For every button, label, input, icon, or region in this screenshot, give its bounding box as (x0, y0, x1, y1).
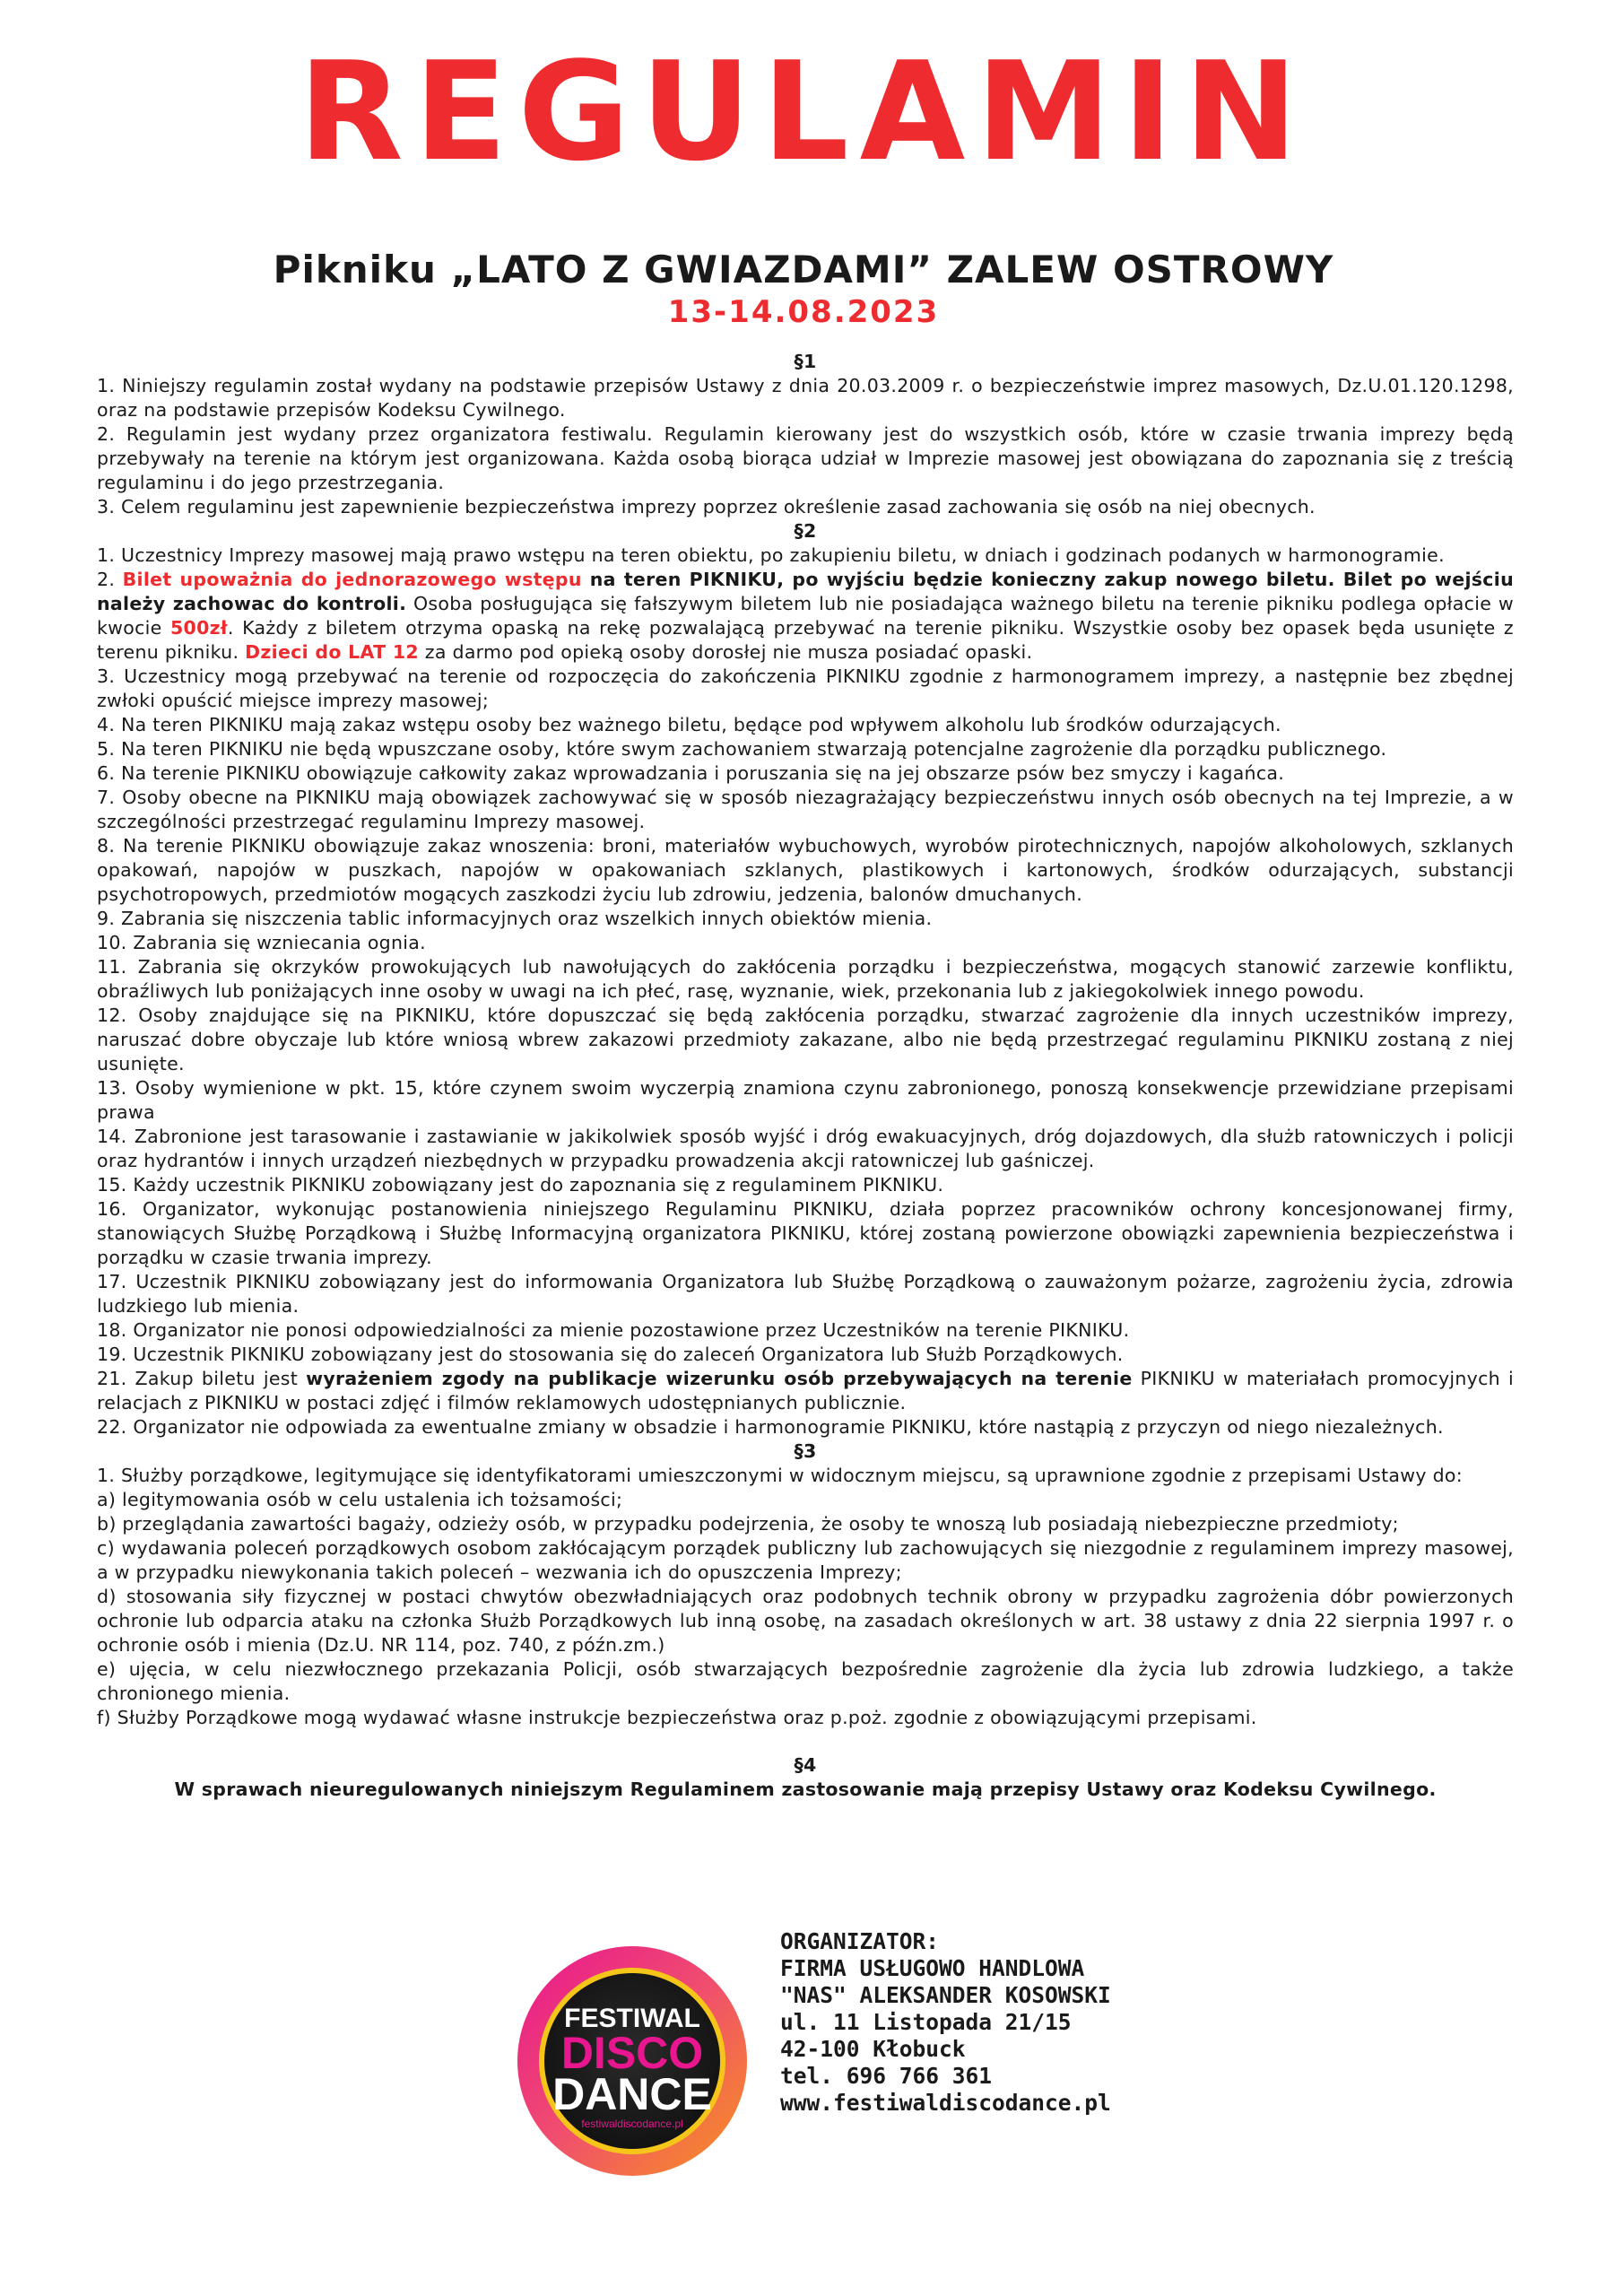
organizer-block (780, 1928, 1282, 2117)
festiwal-disco-dance-logo (516, 1944, 749, 2178)
logo-line-1: FESTIWAL (564, 2004, 700, 2033)
section-2-point-17: 17. Uczestnik PIKNIKU zobowiązany jest do informowania Organizatora lub Służbę Porządkową o zauważonym pożarze, zagrożeniu życia, zdrowia ludzkiego lub mienia. (97, 1271, 1514, 1317)
section-2-point-13: 13. Osoby wymienione w pkt. 15, które czynem swoim wyczerpią znamiona czynu zabronionego, ponoszą konsekwencje przewidziane przepisami prawa (97, 1077, 1514, 1123)
fine-amount: 500zł (169, 617, 228, 639)
section-3-heading: §3 (794, 1440, 817, 1462)
organizer-website: www.festiwaldiscodance.pl (780, 2090, 1111, 2116)
section-2-point-21 (97, 1367, 1514, 1415)
section-2-point-1: 1. Uczestnicy Imprezy masowej mają prawo wstępu na teren obiektu, po zakupieniu biletu, w dniach i godzinach podanych w harmonogramie. (97, 544, 1445, 566)
section-1-point-1: 1. Niniejszy regulamin został wydany na podstawie przepisów Ustawy z dnia 20.03.2009 r. o bezpieczeństwie imprez masowych, Dz.U.01.120.1298, oraz na podstawie przepisów Kodeksu Cywilnego. (97, 375, 1514, 421)
section-2-point-6: 6. Na terenie PIKNIKU obowiązuje całkowity zakaz wprowadzania i poruszania się na jej obszarze psów bez smyczy i kagańca. (97, 762, 1285, 784)
page-title: REGULAMIN (298, 32, 1309, 191)
section-3-item-e: e) ujęcia, w celu niezwłocznego przekazania Policji, osób stwarzających bezpośrednie zagrożenie dla życia lub zdrowia ludzkiego, a także chronionego mienia. (97, 1658, 1514, 1704)
section-2-point-16: 16. Organizator, wykonując postanowienia niniejszego Regulaminu PIKNIKU, działa poprzez pracowników ochrony koncesjonowanej firmy, stanowiących Służbę Porządkową i Służbę Informacyjną organizatora PIKNIKU, której zostaną powierzone obowiązki zapewnienia bezpieczeństwa i porządku w czasie trwania imprezy. (97, 1198, 1514, 1268)
ticket-reentry-notice: na teren PIKNIKU, po wyjściu będzie konieczny zakup nowego biletu. Bilet po wejściu należy zachowac do kontroli. (97, 569, 1514, 614)
point-21-start: 21. Zakup biletu jest (97, 1368, 307, 1389)
logo-line-2: DISCO (560, 2028, 704, 2078)
children-text: za darmo pod opieką osoby dorosłej nie musza posiadać opaski. (418, 641, 1033, 663)
section-1-heading: §1 (794, 351, 817, 372)
section-2-point-12: 12. Osoby znajdujące się na PIKNIKU, które dopuszczać się będą zakłócenia porządku, stwarzać zagrożenie dla innych uczestników imprezy, naruszać dobre obyczaje lub które wniosą wbrew zakazowi przedmioty zakazane, albo nie będą przestrzegać regulaminu PIKNIKU zostaną z niej usunięte. (97, 1004, 1514, 1074)
point-21-end: PIKNIKU w materiałach promocyjnych i relacjach z PIKNIKU w postaci zdjęć i filmów reklamowych udostępnianych publicznie. (97, 1368, 1514, 1413)
event-subtitle: Pikniku „LATO Z GWIAZDAMI” ZALEW OSTROWY (273, 248, 1334, 291)
spacer (97, 1730, 1514, 1753)
logo-line-3: DANCE (552, 2069, 712, 2119)
section-2-heading: §2 (794, 520, 817, 542)
event-date: 13-14.08.2023 (667, 294, 940, 330)
organizer-city: 42-100 Kłobuck (780, 2036, 966, 2062)
section-2-point-22: 22. Organizator nie odpowiada za ewentualne zmiany w obsadzie i harmonogramie PIKNIKU, które nastąpią z przyczyn od niego niezależnych. (97, 1416, 1444, 1438)
organizer-street: ul. 11 Listopada 21/15 (780, 2009, 1072, 2035)
section-3-point-1: 1. Służby porządkowe, legitymujące się identyfikatorami umieszczonymi w widocznym miejscu, są uprawnione zgodnie z przepisami Ustawy do: (97, 1465, 1463, 1486)
section-2-point-10: 10. Zabrania się wzniecania ognia. (97, 932, 426, 953)
section-2-point-4: 4. Na teren PIKNIKU mają zakaz wstępu osoby bez ważnego biletu, będące pod wpływem alkoholu lub środków odurzających. (97, 714, 1281, 735)
section-3-item-c: c) wydawania poleceń porządkowych osobom zakłócającym porządek publiczny lub zachowujących się niezgodnie z regulaminem imprezy masowej, a w przypadku niewykonania takich poleceń – wezwania ich do opuszczenia Imprezy; (97, 1537, 1514, 1583)
section-3-item-d: d) stosowania siły fizycznej w postaci chwytów obezwładniających oraz podobnych technik obrony w przypadku zagrożenia dóbr powierzonych ochronie lub odparcia ataku na członka Służb Porządkowych lub inną osobę, na zasadach określonych w art. 38 ustawy z dnia 22 sierpnia 1997 r. o ochronie osób i mienia (Dz.U. NR 114, poz. 740, z późn.zm.) (97, 1586, 1514, 1656)
section-3-item-a: a) legitymowania osób w celu ustalenia ich tożsamości; (97, 1489, 623, 1510)
section-3-item-b: b) przeglądania zawartości bagaży, odzieży osób, w przypadku podejrzenia, że osoby te wnoszą lub posiadają niebezpieczne przedmioty; (97, 1513, 1399, 1535)
logo-url: festiwaldiscodance.pl (581, 2118, 683, 2130)
wristband-text: . Każdy z biletem otrzyma opaską na rekę pozwalającą przebywać na terenie pikniku. Wszystkie osoby bez opasek będa usunięte z terenu pikniku. (97, 617, 1514, 663)
section-2-point-15: 15. Każdy uczestnik PIKNIKU zobowiązany jest do zapoznania się z regulaminem PIKNIKU. (97, 1174, 944, 1196)
regulations-body (97, 350, 1514, 1802)
ticket-single-entry-notice: Bilet upoważnia do jednorazowego wstępu (122, 569, 582, 590)
section-2-point-9: 9. Zabrania się niszczenia tablic informacyjnych oraz wszelkich innych obiektów mienia. (97, 908, 933, 929)
point-number: 2. (97, 569, 123, 590)
section-2-point-19: 19. Uczestnik PIKNIKU zobowiązany jest do stosowania się do zaleceń Organizatora lub Służb Porządkowych. (97, 1344, 1124, 1365)
section-2-point-2 (97, 568, 1514, 665)
section-1-point-3: 3. Celem regulaminu jest zapewnienie bezpieczeństwa imprezy poprzez określenie zasad zachowania się osób na niej obecnych. (97, 496, 1316, 517)
organizer-label: ORGANIZATOR: (780, 1928, 940, 1954)
section-3-item-f: f) Służby Porządkowe mogą wydawać własne instrukcje bezpieczeństwa oraz p.poż. zgodnie z obowiązującymi przepisami. (97, 1707, 1257, 1728)
section-4-text: W sprawach nieuregulowanych niniejszym Regulaminem zastosowanie mają przepisy Ustawy oraz Kodeksu Cywilnego. (174, 1779, 1437, 1800)
section-2-point-3: 3. Uczestnicy mogą przebywać na terenie od rozpoczęcia do zakończenia PIKNIKU zgodnie z harmonogramem imprezy, a następnie bez zbędnej zwłoki opuścić miejsce imprezy masowej; (97, 665, 1514, 711)
children-free-notice: Dzieci do LAT 12 (245, 641, 419, 663)
section-2-point-14: 14. Zabronione jest tarasowanie i zastawianie w jakikolwiek sposób wyjść i dróg ewakuacyjnych, dróg dojazdowych, dla służb ratowniczych i policji oraz hydrantów i innych urządzeń niezbędnych w przypadku prowadzenia akcji ratowniczej lub gaśniczej. (97, 1126, 1514, 1171)
section-1-point-2: 2. Regulamin jest wydany przez organizatora festiwalu. Regulamin kierowany jest do wszystkich osób, które w czasie trwania imprezy będą przebywały na terenie na którym jest organizowana. Każda osobą biorąca udział w Imprezie masowej jest obowiązana do zapoznania się z treścią regulaminu i do jego przestrzegania. (97, 423, 1514, 493)
organizer-name: "NAS" ALEKSANDER KOSOWSKI (780, 1982, 1111, 2008)
section-2-point-8: 8. Na terenie PIKNIKU obowiązuje zakaz wnoszenia: broni, materiałów wybuchowych, wyrobów pirotechnicznych, napojów alkoholowych, szklanych opakowań, napojów w puszkach, napojów w opakowaniach szklanych, plastikowych i kartonowych, środków odurzających, substancji psychotropowych, przedmiotów mogących zaszkodzi życiu lub zdrowiu, jedzenia, balonów dmuchanych. (97, 835, 1514, 905)
section-2-point-18: 18. Organizator nie ponosi odpowiedzialności za mienie pozostawione przez Uczestników na terenie PIKNIKU. (97, 1319, 1130, 1341)
organizer-phone: tel. 696 766 361 (780, 2063, 993, 2089)
section-2-point-5: 5. Na teren PIKNIKU nie będą wpuszczane osoby, które swym zachowaniem stwarzają potencjalne zagrożenie dla porządku publicznego. (97, 738, 1387, 760)
section-4-heading: §4 (794, 1754, 817, 1776)
section-2-point-11: 11. Zabrania się okrzyków prowokujących lub nawołujących do zakłócenia porządku i bezpieczeństwa, mogących stanowić zarzewie konfliktu, obraźliwych lub poniżających inne osoby w uwagi na ich płeć, rasę, wyznanie, wiek, przekonania lub z jakiegokolwiek innego powodu. (97, 956, 1514, 1002)
image-consent-notice: wyrażeniem zgody na publikacje wizerunku osób przebywających na terenie (306, 1368, 1133, 1389)
fake-ticket-text: Osoba posługująca się fałszywym biletem lub nie posiadająca ważnego biletu na terenie pikniku podlega opłacie w kwocie (97, 593, 1514, 639)
organizer-company: FIRMA USŁUGOWO HANDLOWA (780, 1955, 1085, 1981)
section-2-point-7: 7. Osoby obecne na PIKNIKU mają obowiązek zachowywać się w sposób niezagrażający bezpieczeństwu innych osób obecnych na tej Imprezie, a w szczególności przestrzegać regulaminu Imprezy masowej. (97, 787, 1514, 832)
